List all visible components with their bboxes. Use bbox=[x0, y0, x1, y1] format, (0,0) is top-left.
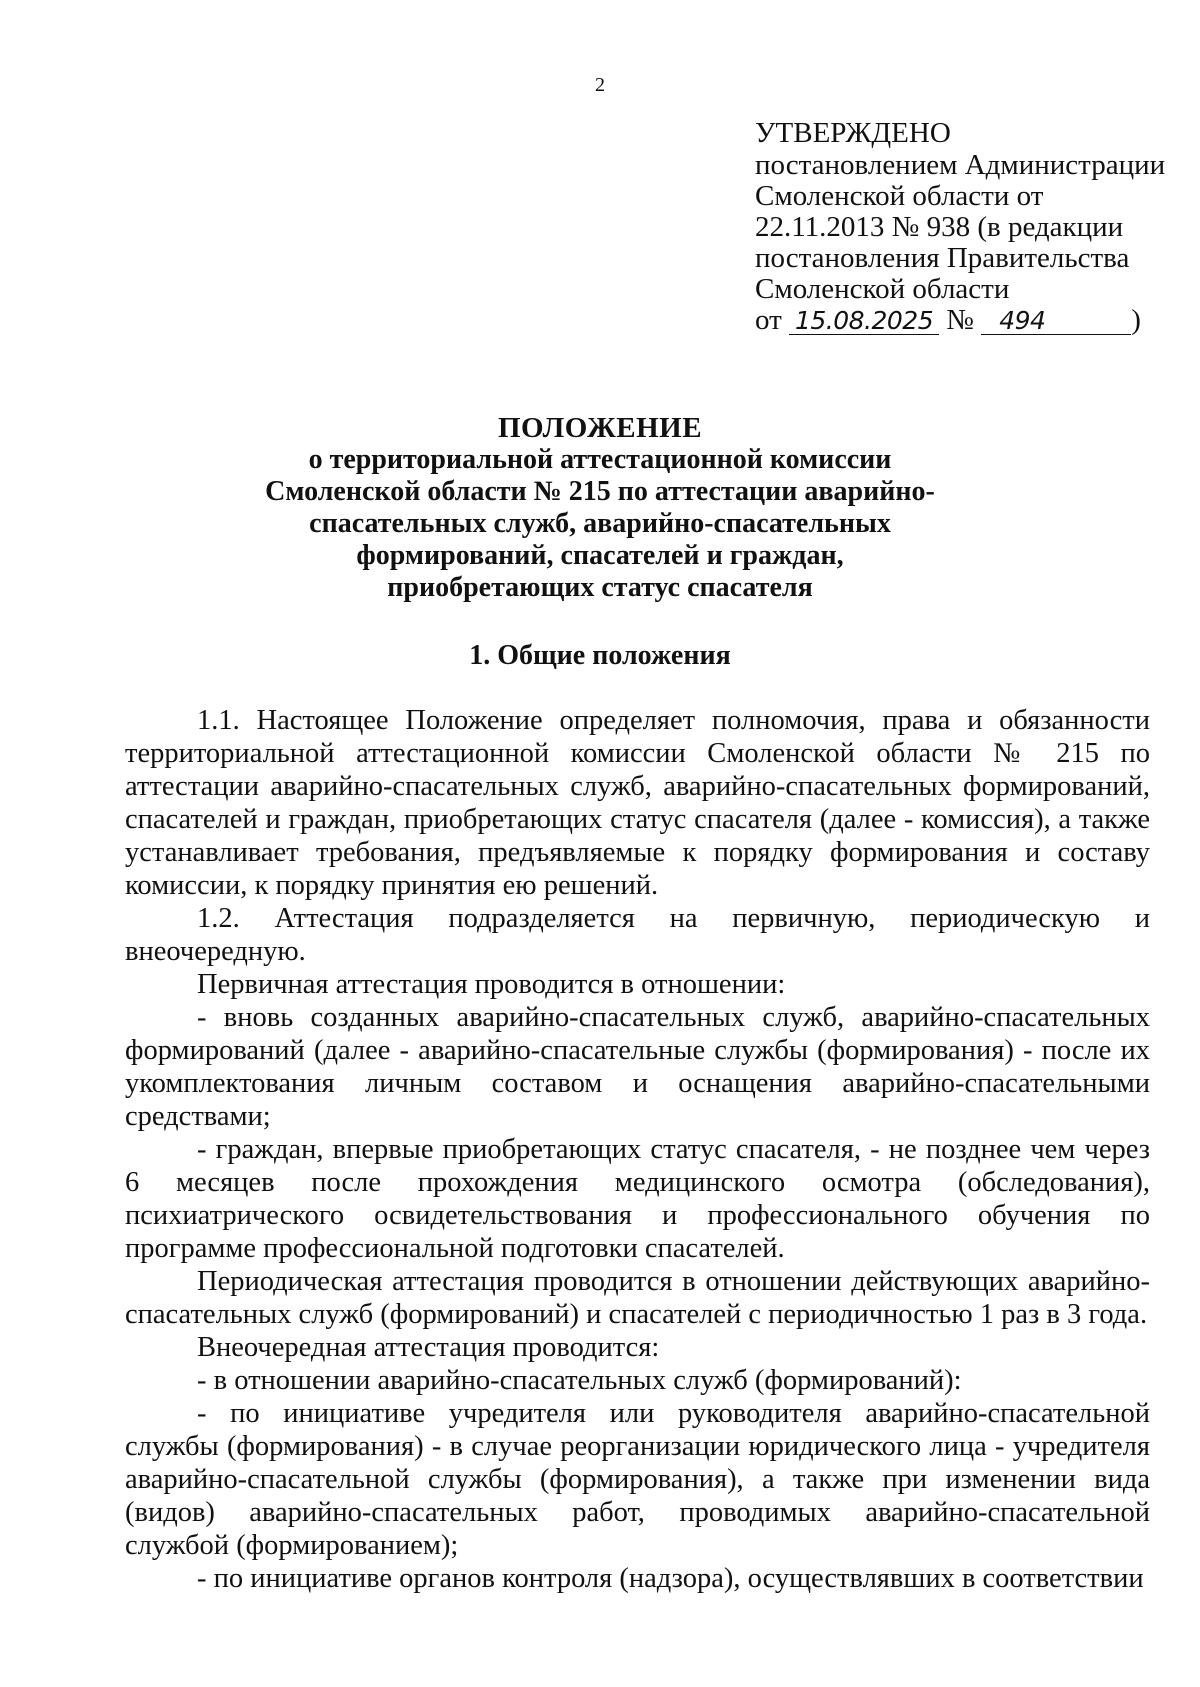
closing-paren: ) bbox=[1131, 304, 1141, 336]
approval-stamp-block bbox=[755, 118, 1195, 336]
approval-line: постановлением Администрации bbox=[755, 149, 1166, 181]
paragraph: 1.1. Настоящее Положение определяет полномочия, права и обязанности территориальной аттестационной комиссии Смоленской области № 215 по аттестации аварийно-спасательных служб, аварийно-спасательных формирований, спасателей и граждан, приобретающих статус спасателя (далее - комиссия), а также устанавливает требования, предъявляемые к порядку формирования и составу комиссии, к порядку принятия ею решений. bbox=[125, 705, 1150, 901]
handwritten-date: 15.08.2025 bbox=[789, 307, 939, 335]
paragraph: - вновь созданных аварийно-спасательных служб, аварийно-спасательных формирований (далее - аварийно-спасательные службы (формирования) - после их укомплектования личным составом и оснащения аварийно-спасательными средствами; bbox=[125, 1002, 1150, 1132]
paragraph: - граждан, впервые приобретающих статус спасателя, - не позднее чем через 6 месяцев после прохождения медицинского осмотра (обследования), психиатрического освидетельствования и профессионального обучения по программе профессиональной подготовки спасателей. bbox=[125, 1134, 1150, 1264]
title-line: приобретающих статус спасателя bbox=[387, 572, 813, 603]
approval-heading: УТВЕРЖДЕНО bbox=[755, 117, 951, 149]
paragraph: 1.2. Аттестация подразделяется на первичную, периодическую и внеочередную. bbox=[125, 903, 1150, 967]
section-heading: 1. Общие положения bbox=[469, 640, 731, 671]
approval-line: Смоленской области от bbox=[755, 180, 1044, 212]
section-body bbox=[125, 704, 1150, 1595]
title-line: Смоленской области № 215 по аттестации аварийно- bbox=[265, 476, 935, 507]
paragraph: Внеочередная аттестация проводится: bbox=[197, 1332, 660, 1363]
approval-line: постановления Правительства bbox=[755, 242, 1130, 274]
paragraph: - в отношении аварийно-спасательных служб (формирований): bbox=[197, 1365, 962, 1396]
page-number: 2 bbox=[595, 74, 605, 96]
paragraph: Первичная аттестация проводится в отношении: bbox=[197, 969, 786, 1000]
from-label: от bbox=[755, 304, 782, 336]
title-line: о территориальной аттестационной комиссии bbox=[308, 444, 892, 475]
handwritten-number: 494 bbox=[981, 307, 1131, 335]
title-main: ПОЛОЖЕНИЕ bbox=[497, 412, 703, 444]
title-line: спасательных служб, аварийно-спасательных bbox=[309, 508, 891, 539]
paragraph: - по инициативе учредителя или руководителя аварийно-спасательной службы (формирования) - в случае реорганизации юридического лица - учредителя аварийно-спасательной службы (формирования), а также при изменении вида (видов) аварийно-спасательных работ, проводимых аварийно-спасательной службой (формированием); bbox=[125, 1398, 1150, 1561]
title-line: формирований, спасателей и граждан, bbox=[356, 540, 844, 571]
document-title bbox=[150, 412, 1050, 604]
paragraph: Периодическая аттестация проводится в отношении действующих аварийно-спасательных служб (формирований) и спасателей с периодичностью 1 раз в 3 года. bbox=[125, 1266, 1150, 1330]
paragraph: - по инициативе органов контроля (надзора), осуществлявших в соответствии bbox=[197, 1563, 1144, 1594]
approval-line: Смоленской области bbox=[755, 273, 1010, 305]
approval-line: 22.11.2013 № 938 (в редакции bbox=[755, 211, 1124, 243]
number-label: № bbox=[946, 304, 974, 336]
approval-date-number-line bbox=[755, 305, 1195, 336]
